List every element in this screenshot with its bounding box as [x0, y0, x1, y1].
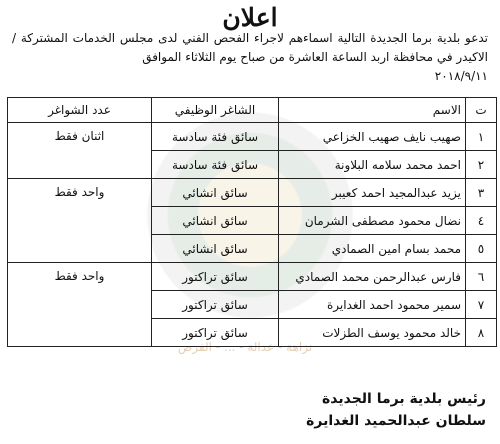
header-count: عدد الشواغر: [8, 98, 152, 123]
table-row: [8, 123, 497, 151]
row-num: ٨: [466, 319, 497, 347]
row-job: سائق انشائي: [152, 179, 279, 207]
row-num: ٤: [466, 207, 497, 235]
row-num: ٥: [466, 235, 497, 263]
row-name: فارس عبدالرحمن محمد الصمادي: [279, 263, 466, 291]
announcement-title: اعلان: [222, 3, 278, 32]
signature-block: [306, 388, 486, 432]
row-name: خالد محمود يوسف الطزلات: [279, 319, 466, 347]
row-job: سائق انشائي: [152, 235, 279, 263]
row-job: سائق انشائي: [152, 207, 279, 235]
row-name: صهيب نايف صهيب الخزاعي: [279, 123, 466, 151]
row-name: يزيد عبدالمجيد احمد كعيبر: [279, 179, 466, 207]
row-job: سائق تراكتور: [152, 263, 279, 291]
table-row: [8, 179, 497, 207]
announcement-intro: [12, 29, 488, 86]
row-job: سائق فئة سادسة: [152, 123, 279, 151]
row-name: نضال محمود مصطفى الشرمان: [279, 207, 466, 235]
intro-date: ٢٠١٨/٩/١١: [434, 69, 488, 83]
row-num: ٧: [466, 291, 497, 319]
header-name: الاسم: [279, 98, 466, 123]
row-name: سمير محمود احمد الغدايرة: [279, 291, 466, 319]
candidates-table: [7, 97, 497, 347]
table-header-row: [8, 98, 497, 123]
row-name: احمد محمد سلامه البلاونة: [279, 151, 466, 179]
signature-name: سلطان عبدالحميد الغدايرة: [306, 413, 486, 429]
row-name: محمد بسام امين الصمادي: [279, 235, 466, 263]
row-num: ١: [466, 123, 497, 151]
table-row: [8, 263, 497, 291]
vacancy-count: واحد فقط: [8, 263, 152, 347]
row-num: ٢: [466, 151, 497, 179]
row-job: سائق فئة سادسة: [152, 151, 279, 179]
vacancy-count: واحد فقط: [8, 179, 152, 263]
signature-title: رئيس بلدية برما الجديدة: [322, 391, 486, 407]
row-num: ٣: [466, 179, 497, 207]
intro-text: تدعو بلدية برما الجديدة التالية اسماءهم لاجراء الفحص الفني لدى مجلس الخدمات المشتركة / الاكيدر في محافظة اربد الساعة العاشرة من صباح يوم الثلاثاء الموافق: [12, 31, 488, 64]
row-num: ٦: [466, 263, 497, 291]
row-job: سائق تراكتور: [152, 291, 279, 319]
header-num: ت: [466, 98, 497, 123]
watermark-slogan: نزاهة - عدالة - ... - الفرص: [177, 340, 313, 354]
header-job: الشاغر الوظيفي: [152, 98, 279, 123]
vacancy-count: اثنان فقط: [8, 123, 152, 179]
row-job: سائق تراكتور: [152, 319, 279, 347]
